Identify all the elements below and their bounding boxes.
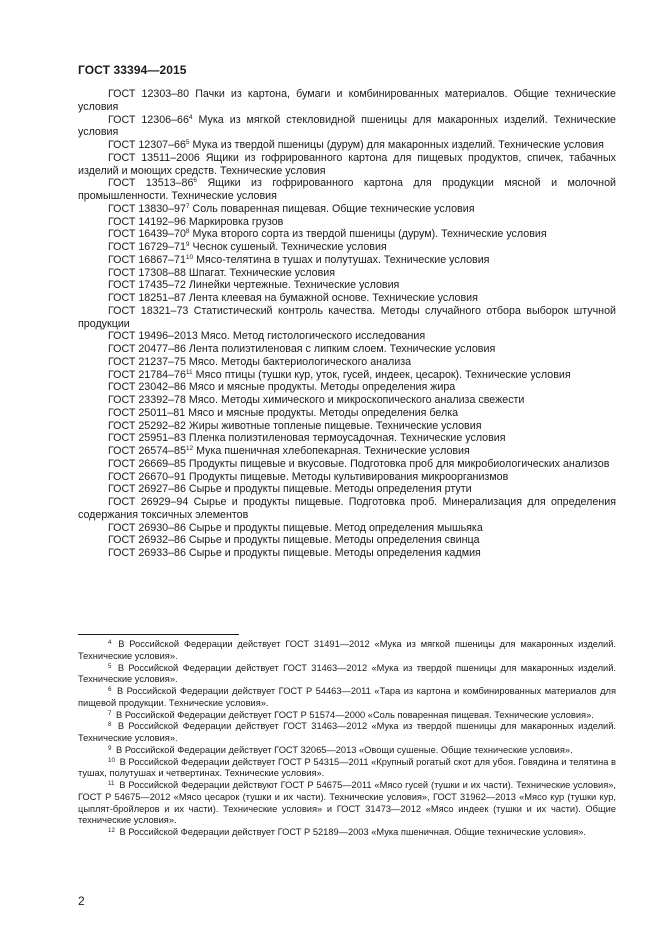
reference-title: Ящики из гофрированного картона для пищевых продуктов, спичек, табачных изделий и моющих средств. Технические условия [78, 151, 616, 177]
reference-title: Лента клеевая на бумажной основе. Технические условия [188, 292, 478, 304]
reference-title: Пачки из картона, бумаги и комбинированных материалов. Общие технические условия [78, 88, 616, 113]
footnote-ref-marker: 9 [185, 241, 190, 248]
footnote-marker: 4 [108, 639, 112, 646]
footnote-ref-marker: 4 [188, 113, 193, 121]
reference-code: ГОСТ 26669–85 [108, 457, 186, 470]
reference-item [78, 343, 616, 356]
footnote-separator [78, 634, 239, 635]
footnote-marker: 6 [108, 686, 112, 693]
reference-code: ГОСТ 12303–80 [108, 88, 190, 100]
reference-title: Мясо. Методы химического и микроскопического анализа свежести [188, 394, 525, 406]
reference-code: ГОСТ 13513–86 [108, 177, 194, 190]
footnote-text: В Российской Федерации действует ГОСТ Р 51574—2000 «Соль поваренная пищевая. Технические условия». [116, 709, 594, 720]
reference-title: Мясо. Метод гистологического исследования [200, 330, 426, 343]
reference-title: Мука второго сорта из твердой пшеницы (дурум). Технические условия [192, 228, 547, 241]
reference-item [78, 114, 616, 140]
reference-item [78, 330, 616, 343]
reference-item [78, 471, 616, 484]
reference-code: ГОСТ 23392–78 [108, 394, 186, 406]
reference-title: Шпагат. Технические условия [188, 266, 336, 279]
reference-item [78, 483, 616, 496]
reference-code: ГОСТ 12307–66 [108, 139, 186, 151]
footnote-item [78, 639, 616, 663]
footnote-text: В Российской Федерации действуют ГОСТ Р 54675—2011 «Мясо гусей (тушки и их части). Технические условия», ГОСТ Р 54675—2012 «Мясо цесарок (тушки и их части). Технические условия», ГОСТ 31962—2013 «Мясо кур (тушки кур, цыплят-бройлеров и их части). Технические условия» и ГОСТ 31473—2012 «Мясо индеек (тушки и их части). Общие технические условия». [78, 780, 616, 826]
footnote-item [78, 710, 616, 722]
footnote-item [78, 780, 616, 827]
footnote-marker: 12 [108, 827, 115, 834]
reference-code: ГОСТ 26929–94 [108, 496, 189, 508]
reference-item [78, 496, 616, 522]
footnote-text: В Российской Федерации действует ГОСТ 31463—2012 «Мука из твердой пшеницы для макаронных изделий. Технические условия». [78, 721, 616, 743]
reference-title: Лента полиэтиленовая с липким слоем. Технические условия [188, 343, 496, 355]
footnote-item [78, 663, 616, 687]
reference-title: Продукты пищевые. Методы культивирования микроорганизмов [188, 470, 509, 483]
reference-code: ГОСТ 16439–70 [108, 228, 186, 241]
reference-item [78, 369, 616, 382]
reference-item [78, 241, 616, 254]
footnote-ref-marker: 12 [185, 445, 194, 452]
reference-title: Ящики из гофрированного картона для продукции мясной и молочной промышленности. Технические условия [78, 177, 616, 202]
footnote-item [78, 757, 616, 781]
reference-code: ГОСТ 21784–76 [108, 368, 186, 381]
reference-item [78, 203, 616, 216]
reference-item [78, 267, 616, 280]
reference-code: ГОСТ 26670–91 [108, 470, 186, 483]
reference-item [78, 139, 616, 152]
reference-code: ГОСТ 25951–83 [108, 432, 186, 445]
reference-item [78, 420, 616, 433]
reference-item [78, 547, 616, 560]
reference-item [78, 432, 616, 445]
footnote-marker: 10 [108, 756, 115, 764]
reference-code: ГОСТ 17435–72 [108, 279, 186, 292]
reference-title: Соль поваренная пищевая. Общие технические условия [192, 202, 475, 215]
reference-title: Сырье и продукты пищевые. Подготовка проб. Минерализация для определения содержания токсичных элементов [78, 496, 616, 521]
reference-title: Мясо. Методы бактериологического анализа [188, 355, 412, 368]
reference-code: ГОСТ 17308–88 [108, 266, 186, 279]
reference-item [78, 534, 616, 547]
reference-code: ГОСТ 26930–86 [108, 521, 186, 534]
reference-title: Мука из мягкой стекловидной пшеницы для макаронных изделий. Технические условия [78, 113, 616, 139]
page-header-standard-code: ГОСТ 33394—2015 [78, 63, 187, 77]
reference-item [78, 356, 616, 369]
reference-code: ГОСТ 21237–75 [108, 355, 186, 368]
reference-item [78, 305, 616, 331]
reference-title: Статистический контроль качества. Методы случайного отбора выборок штучной продукции [78, 304, 616, 330]
footnote-item [78, 686, 616, 710]
reference-title: Сырье и продукты пищевые. Метод определения мышьяка [188, 521, 483, 534]
reference-item [78, 88, 616, 114]
footnote-item [78, 827, 616, 839]
reference-code: ГОСТ 18321–73 [108, 304, 189, 317]
reference-title: Линейки чертежные. Технические условия [188, 279, 400, 292]
reference-title: Сырье и продукты пищевые. Методы определения свинца [188, 534, 480, 547]
reference-code: ГОСТ 19496–2013 [108, 330, 198, 343]
reference-item [78, 152, 616, 178]
reference-item [78, 279, 616, 292]
footnote-text: В Российской Федерации действует ГОСТ Р 52189—2003 «Мука пшеничная. Общие технические условия». [119, 827, 586, 837]
reference-code: ГОСТ 23042–86 [108, 381, 186, 394]
footnote-ref-marker: 11 [185, 368, 193, 376]
reference-code: ГОСТ 14192–96 [108, 215, 186, 228]
reference-item [78, 177, 616, 203]
reference-item [78, 292, 616, 305]
footnote-text: В Российской Федерации действует ГОСТ Р 54315—2011 «Крупный рогатый скот для убоя. Говядина и телятина в тушах, полутушах и четвертинах. Технические условия». [78, 756, 616, 779]
reference-title: Мясо и мясные продукты. Методы определения жира [188, 381, 456, 394]
footnotes-list [78, 639, 616, 839]
reference-title: Мука из твердой пшеницы (дурум) для макаронных изделий. Технические условия [192, 139, 604, 151]
footnote-marker: 9 [108, 744, 112, 752]
footnote-item [78, 745, 616, 757]
footnote-ref-marker: 10 [185, 253, 194, 261]
reference-code: ГОСТ 25011–81 [108, 406, 186, 419]
reference-item [78, 216, 616, 229]
page-number: 2 [78, 894, 85, 908]
reference-code: ГОСТ 26933–86 [108, 547, 186, 559]
reference-item [78, 445, 616, 458]
reference-title: Пленка полиэтиленовая термоусадочная. Технические условия [188, 432, 506, 445]
reference-title: Мясо и мясные продукты. Методы определения белка [188, 406, 459, 419]
reference-item [78, 381, 616, 394]
footnote-text: В Российской Федерации действует ГОСТ Р 54463—2011 «Тара из картона и комбинированных материалов для пищевой продукции. Технические условия». [78, 686, 616, 708]
footnote-text: В Российской Федерации действует ГОСТ 32065—2013 «Овощи сушеные. Общие технические условия». [116, 744, 573, 755]
reference-code: ГОСТ 26927–86 [108, 483, 186, 496]
normative-references-list [78, 88, 616, 560]
reference-code: ГОСТ 12306–66 [108, 113, 189, 126]
reference-item [78, 254, 616, 267]
reference-title: Мясо-телятина в тушах и полутушах. Технические условия [196, 253, 490, 266]
footnote-text: В Российской Федерации действует ГОСТ 31463—2012 «Мука из твердой пшеницы для макаронных изделий. Технические условия». [78, 662, 616, 685]
reference-code: ГОСТ 26932–86 [108, 534, 186, 547]
reference-code: ГОСТ 16867–71 [108, 253, 186, 266]
footnote-marker: 5 [108, 662, 112, 670]
reference-title: Сырье и продукты пищевые. Методы определения кадмия [188, 547, 481, 559]
footnote-text: В Российской Федерации действует ГОСТ 31491—2012 «Мука из мягкой пшеницы для макаронных изделий. Технические условия». [78, 639, 616, 661]
reference-item [78, 458, 616, 471]
reference-title: Продукты пищевые и вкусовые. Подготовка проб для микробиологических анализов [188, 457, 610, 470]
reference-title: Мясо птицы (тушки кур, уток, гусей, индеек, цесарок). Технические условия [195, 368, 571, 381]
footnote-item [78, 721, 616, 745]
reference-title: Сырье и продукты пищевые. Методы определения ртути [188, 483, 472, 496]
footnote-marker: 8 [108, 721, 112, 729]
reference-title: Чеснок сушеный. Технические условия [192, 241, 387, 253]
reference-item [78, 522, 616, 535]
reference-item [78, 228, 616, 241]
reference-code: ГОСТ 25292–82 [108, 419, 186, 432]
reference-code: ГОСТ 13511–2006 [108, 151, 200, 164]
footnote-marker: 11 [108, 780, 115, 787]
reference-item [78, 407, 616, 420]
reference-code: ГОСТ 16729–71 [108, 241, 186, 253]
footnote-ref-marker: 7 [185, 202, 190, 210]
reference-title: Маркировка грузов [188, 215, 284, 228]
reference-title: Мука пшеничная хлебопекарная. Технические условия [196, 445, 470, 457]
footnote-marker: 7 [108, 709, 112, 717]
footnote-ref-marker: 8 [185, 228, 190, 236]
reference-code: ГОСТ 20477–86 [108, 343, 186, 355]
footnote-ref-marker: 5 [185, 139, 190, 146]
footnote-ref-marker: 6 [193, 177, 198, 185]
reference-item [78, 394, 616, 407]
reference-title: Жиры животные топленые пищевые. Технические условия [188, 419, 482, 432]
reference-code: ГОСТ 26574–85 [108, 445, 186, 457]
reference-code: ГОСТ 18251–87 [108, 292, 186, 304]
reference-code: ГОСТ 13830–97 [108, 202, 186, 215]
